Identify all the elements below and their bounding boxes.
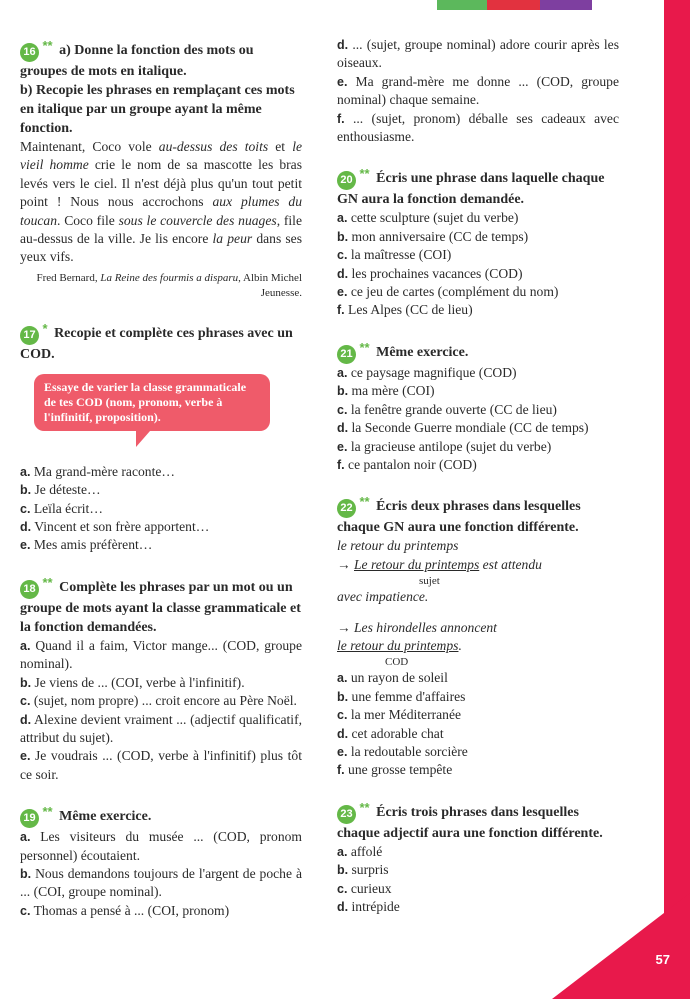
exercise-19-title: Même exercice. — [59, 809, 152, 825]
list-item — [20, 481, 302, 499]
item-text: Les Alpes (CC de lieu) — [348, 302, 473, 318]
example-2-underlined-gn: le retour du printemps — [337, 637, 459, 653]
exercise-18-heading — [20, 573, 302, 637]
list-item — [337, 209, 619, 227]
difficulty-stars: * — [42, 320, 48, 336]
list-item — [337, 73, 619, 110]
item-letter: d. — [337, 726, 349, 741]
exercise-16 — [20, 36, 302, 301]
item-text: intrépide — [351, 899, 400, 914]
exercise-16-title-a: a) Donne la fonction des mots ou groupes de mots en italique. — [20, 43, 254, 79]
exercise-17-title: Recopie et complète ces phrases avec un COD. — [20, 325, 293, 362]
list-item — [337, 382, 619, 400]
exercise-20 — [337, 164, 619, 319]
italic-phrase: le vieil homme — [20, 139, 303, 173]
item-letter: b. — [337, 863, 349, 878]
item-text: une femme d'affaires — [351, 688, 466, 704]
exercise-22-heading — [337, 492, 619, 537]
exercise-17 — [20, 319, 302, 555]
item-text: Thomas a pensé à ... (COI, pronom) — [33, 902, 230, 918]
list-item — [337, 706, 619, 724]
arrow-icon: → — [337, 556, 354, 572]
item-letter: d. — [20, 520, 32, 535]
item-text: ma mère (COI) — [351, 383, 435, 399]
example-2-start: → Les hirondelles annoncent — [337, 619, 497, 635]
exercise-20-items — [337, 209, 619, 319]
item-text: Ma grand-mère me donne ... (COD, groupe nominal) chaque semaine. — [337, 73, 619, 108]
item-letter: e. — [337, 744, 348, 759]
item-letter: f. — [337, 763, 345, 778]
item-letter: a. — [337, 365, 348, 380]
item-text: affolé — [350, 843, 383, 859]
exercise-21-items — [337, 364, 619, 474]
list-item — [337, 419, 619, 437]
list-item — [20, 463, 302, 481]
exercise-16-heading — [20, 36, 302, 138]
exercise-23-title: Écris trois phrases dans lesquelles chaque adjectif aura une fonction différente. — [337, 804, 603, 841]
list-item — [20, 500, 302, 518]
list-item — [20, 637, 302, 674]
text-segment: , file au-dessus de la ville. Je lis encore — [20, 212, 302, 247]
exercise-23-items — [337, 843, 619, 917]
text-segment: Maintenant, Coco vole — [20, 139, 159, 154]
list-item — [20, 536, 302, 554]
exercise-number-badge: 22 — [337, 499, 356, 518]
exercise-21 — [337, 338, 619, 474]
exercise-18-title: Complète les phrases par un mot ou un groupe de mots ayant la classe grammaticale et la fonction demandées. — [20, 579, 301, 635]
list-item — [337, 228, 619, 246]
item-text: curieux — [350, 880, 392, 896]
list-item — [20, 865, 302, 902]
exercise-19-items-continued — [337, 36, 619, 146]
source-credit — [20, 271, 302, 301]
difficulty-stars: ** — [359, 166, 370, 182]
credit-publisher: , Albin Michel Jeunesse. — [238, 271, 302, 299]
example-1-function-tag: sujet — [419, 575, 440, 588]
item-letter: b. — [337, 384, 349, 399]
example-2-function-tag: COD — [385, 656, 409, 669]
exercise-16-text — [20, 138, 302, 267]
page-number: 57 — [655, 952, 670, 967]
credit-author: Fred Bernard, — [36, 271, 101, 284]
text-segment: crie le nom de sa mascotte les bras levés vers le ciel. Il n'est déjà plus qu'un tout petit point ! Nous nous accrochons — [20, 157, 302, 210]
item-letter: b. — [20, 675, 32, 690]
list-item — [337, 265, 619, 283]
exercise-19 — [20, 802, 302, 920]
list-item — [337, 743, 619, 761]
exercise-number-badge: 20 — [337, 171, 356, 190]
exercise-16-title-b: b) Recopie les phrases en remplaçant ces mots en italique par un groupe ayant la même fonction. — [20, 83, 295, 136]
list-item — [337, 36, 619, 73]
item-letter: a. — [337, 671, 348, 686]
example-1-end: avec impatience. — [337, 589, 429, 605]
list-item — [337, 438, 619, 456]
item-text: ... (sujet, pronom) déballe ses cadeaux avec enthousiasme. — [337, 110, 619, 145]
example-1-underlined-gn: Le retour du printemps — [354, 556, 480, 572]
item-text: Alexine devient vraiment ... (adjectif qualificatif, attribut du sujet). — [20, 711, 303, 745]
item-letter: e. — [20, 749, 31, 764]
list-item — [337, 456, 619, 474]
item-text: une grosse tempête — [348, 762, 453, 778]
list-item — [337, 401, 619, 419]
item-letter: a. — [20, 830, 31, 845]
example-2-dot: . — [458, 637, 462, 653]
credit-title: La Reine des fourmis a disparu — [100, 271, 239, 284]
item-text: Ma grand-mère raconte… — [33, 463, 175, 479]
item-text: la mer Méditerranée — [350, 707, 462, 723]
exercise-20-heading — [337, 164, 619, 209]
example-sentence-2 — [337, 619, 619, 670]
exercise-18-items — [20, 637, 302, 784]
spacer — [337, 607, 619, 619]
exercise-21-heading — [337, 338, 619, 364]
exercise-19-continued — [337, 36, 619, 146]
item-text: la Seconde Guerre mondiale (CC de temps) — [351, 420, 589, 436]
item-text: ce jeu de cartes (complément du nom) — [350, 284, 559, 300]
list-item — [20, 692, 302, 710]
item-letter: e. — [20, 538, 31, 553]
item-letter: a. — [20, 638, 31, 653]
text-segment: dans ses yeux vifs. — [20, 231, 303, 265]
list-item — [337, 861, 619, 879]
list-item — [337, 283, 619, 301]
item-letter: c. — [337, 708, 348, 723]
item-text: Je déteste… — [34, 482, 101, 498]
item-text: Mes amis préfèrent… — [33, 537, 153, 553]
exercise-18 — [20, 573, 302, 784]
item-text: un rayon de soleil — [350, 670, 448, 686]
item-letter: f. — [337, 303, 345, 318]
italic-phrase: au-dessus des toits — [158, 139, 269, 154]
exercise-17-items — [20, 463, 302, 555]
tip-text: Essaye de varier la classe grammaticale de tes COD (nom, pronom, verbe à l'infinitif, proposition). — [44, 379, 247, 424]
item-letter: e. — [337, 74, 348, 89]
exercise-22-items — [337, 669, 619, 779]
example-gn: le retour du printemps — [337, 538, 459, 554]
item-letter: a. — [337, 211, 348, 226]
top-bar-purple — [540, 0, 592, 10]
item-letter: d. — [20, 712, 32, 727]
item-letter: c. — [20, 694, 31, 709]
page-edge-strip — [664, 0, 690, 999]
top-bar-red — [487, 0, 540, 10]
difficulty-stars: ** — [42, 804, 53, 820]
item-text: ce paysage magnifique (COD) — [350, 364, 517, 380]
item-letter: d. — [337, 266, 349, 281]
item-text: les prochaines vacances (COD) — [351, 265, 523, 281]
item-text: ... (sujet, groupe nominal) adore courir après les oiseaux. — [337, 37, 619, 71]
italic-phrase: aux plumes du toucan — [20, 194, 303, 228]
right-column — [337, 36, 619, 934]
item-letter: a. — [337, 844, 348, 859]
item-letter: b. — [20, 866, 32, 881]
list-item — [337, 669, 619, 687]
exercise-23-heading — [337, 798, 619, 843]
exercise-19-items — [20, 828, 302, 920]
difficulty-stars: ** — [359, 494, 370, 510]
list-item — [337, 364, 619, 382]
item-text: la fenêtre grande ouverte (CC de lieu) — [350, 401, 557, 417]
exercise-number-badge: 17 — [20, 326, 39, 345]
list-item — [20, 902, 302, 920]
item-text: mon anniversaire (CC de temps) — [351, 228, 529, 244]
exercise-17-heading — [20, 319, 302, 364]
item-text: Nous demandons toujours de l'argent de poche à ... (COI, groupe nominal). — [20, 865, 302, 900]
left-column — [20, 36, 302, 938]
item-text: la gracieuse antilope (sujet du verbe) — [350, 438, 552, 454]
exercise-19-heading — [20, 802, 302, 828]
item-letter: e. — [337, 439, 348, 454]
list-item — [337, 301, 619, 319]
list-item — [337, 898, 619, 916]
example-sentence-1 — [337, 556, 619, 607]
item-letter: b. — [337, 229, 349, 244]
item-text: Quand il a faim, Victor mange... (COD, groupe nominal). — [20, 637, 302, 672]
item-letter: d. — [337, 421, 349, 436]
exercise-23 — [337, 798, 619, 917]
item-text: Les visiteurs du musée ... (COD, pronom personnel) écoutaient. — [20, 829, 302, 863]
italic-phrase: sous le couvercle des nuages — [118, 212, 277, 228]
item-text: la maîtresse (COI) — [350, 247, 452, 263]
text-segment: et — [268, 139, 293, 154]
exercise-number-badge: 16 — [20, 43, 39, 62]
exercise-number-badge: 18 — [20, 580, 39, 599]
list-item — [20, 711, 302, 748]
exercise-number-badge: 19 — [20, 809, 39, 828]
list-item — [20, 747, 302, 784]
item-letter: d. — [337, 38, 349, 52]
italic-phrase: la peur — [212, 231, 253, 247]
list-item — [337, 688, 619, 706]
list-item — [337, 761, 619, 779]
exercise-22 — [337, 492, 619, 779]
exercise-20-title: Écris une phrase dans laquelle chaque GN aura la fonction demandée. — [337, 171, 605, 208]
list-item — [20, 674, 302, 692]
item-letter: a. — [20, 464, 31, 479]
text-segment: . Coco file — [57, 212, 119, 228]
item-text: ce pantalon noir (COD) — [348, 456, 477, 472]
tip-bubble — [34, 374, 270, 431]
item-letter: d. — [337, 900, 349, 914]
list-item — [20, 518, 302, 536]
item-text: Leïla écrit… — [33, 500, 103, 516]
item-text: cette sculpture (sujet du verbe) — [350, 210, 519, 226]
item-text: (sujet, nom propre) ... croit encore au Père Noël. — [33, 693, 297, 709]
item-letter: c. — [337, 402, 348, 417]
item-letter: e. — [337, 285, 348, 300]
top-bar-green — [437, 0, 487, 10]
exercise-number-badge: 21 — [337, 345, 356, 364]
item-letter: f. — [337, 111, 345, 126]
item-text: la redoutable sorcière — [350, 743, 468, 759]
item-letter: c. — [337, 881, 348, 896]
list-item — [337, 725, 619, 743]
difficulty-stars: ** — [359, 339, 370, 355]
difficulty-stars: ** — [42, 574, 53, 590]
item-text: Vincent et son frère apportent… — [34, 519, 210, 535]
tip-bubble-tail — [136, 431, 150, 447]
example-1-rest: est attendu — [479, 556, 542, 572]
list-item — [337, 880, 619, 898]
list-item — [337, 843, 619, 861]
item-letter: b. — [337, 689, 349, 704]
item-text: Je viens de ... (COI, verbe à l'infinitif). — [34, 674, 245, 690]
item-letter: c. — [337, 248, 348, 263]
item-letter: c. — [20, 903, 31, 918]
list-item — [337, 246, 619, 264]
item-text: Je voudrais ... (COD, verbe à l'infinitif) plus tôt ce soir. — [20, 748, 302, 782]
list-item — [20, 828, 302, 865]
item-text: cet adorable chat — [351, 725, 444, 741]
difficulty-stars: ** — [42, 38, 53, 53]
difficulty-stars: ** — [359, 799, 370, 815]
item-letter: f. — [337, 457, 345, 472]
item-letter: c. — [20, 501, 31, 516]
item-text: surpris — [351, 862, 389, 878]
list-item — [337, 110, 619, 147]
exercise-number-badge: 23 — [337, 805, 356, 824]
exercise-22-title: Écris deux phrases dans lesquelles chaque GN aura une fonction différente. — [337, 499, 581, 536]
exercise-21-title: Même exercice. — [376, 344, 469, 360]
item-letter: b. — [20, 483, 32, 498]
